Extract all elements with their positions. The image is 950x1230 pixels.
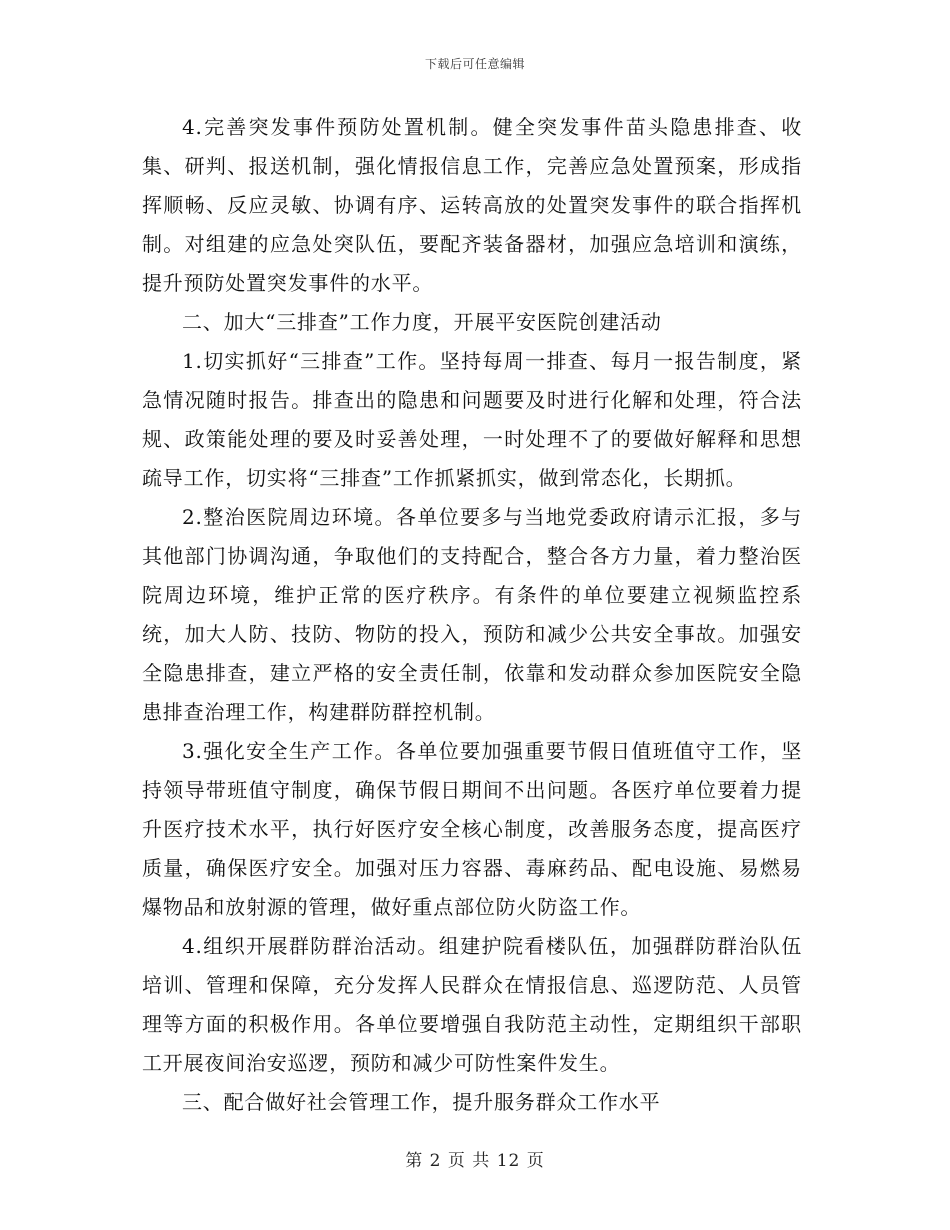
footer-page-number: 2	[429, 1151, 442, 1171]
section-heading-two: 二、加大“三排查”工作力度，开展平安医院创建活动	[182, 310, 662, 334]
page-header: 下载后可任意编辑	[424, 57, 525, 71]
page-footer	[0, 1146, 950, 1171]
footer-prefix: 第	[405, 1151, 424, 1171]
footer-suffix: 页	[526, 1151, 545, 1171]
paragraph-hospital-surroundings: 2.整治医院周边环境。各单位要多与当地党委政府请示汇报，多与其他部门协调沟通，争取他们的支持配合，整合各方力量，着力整治医院周边环境，维护正常的医疗秩序。有条件的单位要建立视频监控系统，加大人防、技防、物防的投入，预防和减少公共安全事故。加强安全隐患排查，建立严格的安全责任制，依靠和发动群众参加医院安全隐患排查治理工作，构建群防群控机制。	[142, 505, 802, 724]
paragraph-three-checks: 1.切实抓好“三排查”工作。坚持每周一排查、每月一报告制度，紧急情况随时报告。排查出的隐患和问题要及时进行化解和处理，符合法规、政策能处理的要及时妥善处理，一时处理不了的要做好解释和思想疏导工作，切实将“三排查”工作抓紧抓实，做到常态化，长期抓。	[142, 349, 802, 490]
section-heading-three: 三、配合做好社会管理工作，提升服务群众工作水平	[182, 1090, 661, 1114]
paragraph-emergency-mechanism: 4.完善突发事件预防处置机制。健全突发事件苗头隐患排查、收集、研判、报送机制，强化情报信息工作，完善应急处置预案，形成指挥顺畅、反应灵敏、协调有序、运转高放的处置突发事件的联合指挥机制。对组建的应急处突队伍，要配齐装备器材，加强应急培训和演练，提升预防处置突发事件的水平。	[142, 115, 802, 295]
paragraph-mass-prevention: 4.组织开展群防群治活动。组建护院看楼队伍，加强群防群治队伍培训、管理和保障，充分发挥人民群众在情报信息、巡逻防范、人员管理等方面的积极作用。各单位要增强自我防范主动性，定期组织干部职工开展夜间治安巡逻，预防和减少可防性案件发生。	[142, 934, 802, 1075]
document-body	[142, 108, 802, 1122]
paragraph-safety-production: 3.强化安全生产工作。各单位要加强重要节假日值班值守工作，坚持领导带班值守制度，确保节假日期间不出问题。各医疗单位要着力提升医疗技术水平，执行好医疗安全核心制度，改善服务态度，提高医疗质量，确保医疗安全。加强对压力容器、毒麻药品、配电设施、易燃易爆物品和放射源的管理，做好重点部位防火防盗工作。	[142, 739, 802, 919]
footer-middle: 页 共	[447, 1151, 491, 1171]
footer-total-pages: 12	[496, 1151, 521, 1171]
